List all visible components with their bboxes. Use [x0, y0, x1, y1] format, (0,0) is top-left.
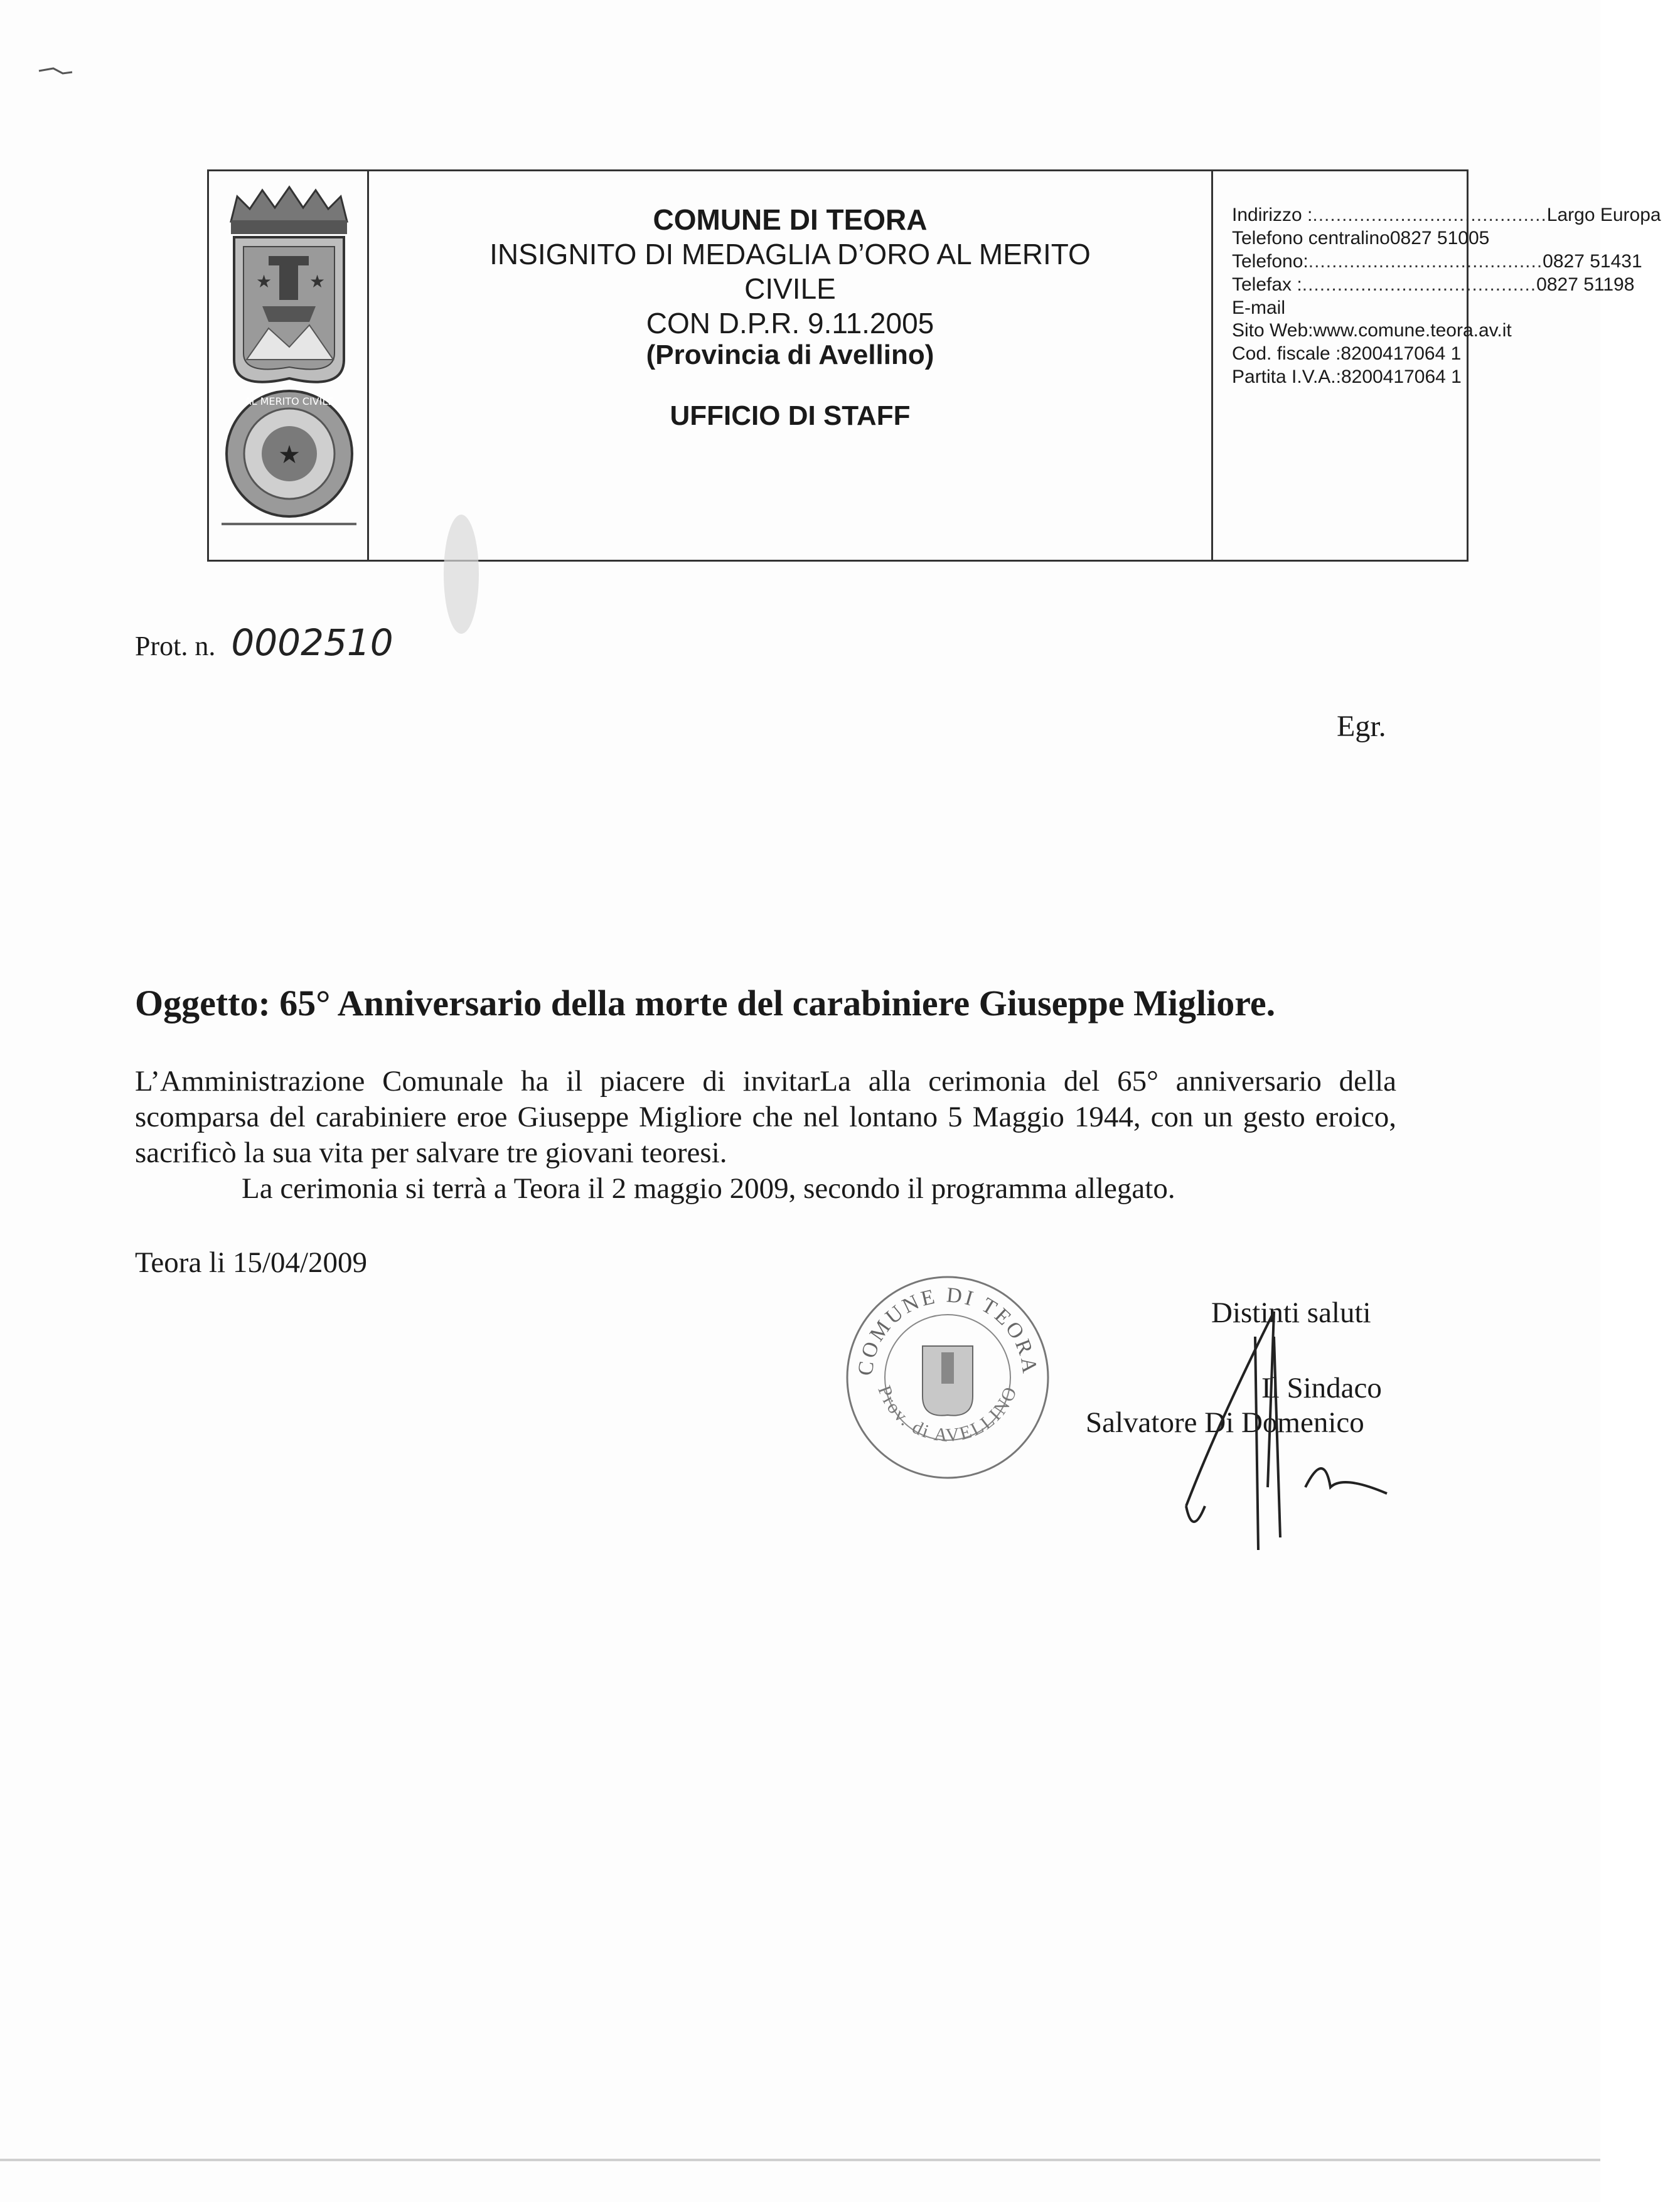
- contact-label: Telefono centralino: [1232, 227, 1390, 249]
- contact-label: Indirizzo :: [1232, 205, 1313, 225]
- contact-row: [1232, 319, 1512, 343]
- comune-teora-crest-icon: [209, 171, 369, 560]
- contact-row: [1232, 366, 1470, 389]
- subject-line: Oggetto: 65° Anniversario della morte del carabiniere Giuseppe Migliore.: [135, 983, 1276, 1024]
- contact-value: 8200417064 1: [1340, 366, 1462, 388]
- contact-value: 8200417064 1: [1340, 343, 1462, 365]
- protocol-handwritten-number: 0002510: [231, 621, 393, 664]
- contact-value: www.comune.teora.av.it: [1313, 320, 1512, 341]
- contact-row: [1232, 227, 1490, 250]
- signer-role: Il Sindaco: [1261, 1372, 1382, 1404]
- closing-greeting: Distinti saluti: [1211, 1296, 1371, 1329]
- scan-mark: [38, 60, 75, 78]
- svg-text:★: ★: [256, 271, 272, 292]
- office-name: UFFICIO DI STAFF: [670, 400, 911, 431]
- recipient-salutation: Egr.: [1337, 710, 1386, 743]
- contact-value: 0827 51005: [1389, 227, 1490, 249]
- contact-row: [1232, 250, 1642, 274]
- contact-value: Largo Europa: [1546, 205, 1661, 225]
- seal-text-top: COMUNE DI TEORA: [853, 1283, 1042, 1377]
- protocol-number: [135, 621, 393, 664]
- contact-label: Telefax :: [1232, 274, 1302, 295]
- body-paragraph: La cerimonia si terrà a Teora il 2 maggio 2009, secondo il programma allegato.: [242, 1172, 1175, 1205]
- scan-smudge: [433, 505, 490, 643]
- dot-leader: ........................................: [1308, 250, 1543, 272]
- contact-row: [1232, 297, 1470, 320]
- medal-line-1: INSIGNITO DI MEDAGLIA D’ORO AL MERITO: [490, 238, 1091, 270]
- protocol-label: Prot. n.: [135, 631, 216, 661]
- contact-info: [1213, 171, 1661, 560]
- contact-label: E-mail: [1232, 297, 1286, 318]
- contact-value: 0827 51198: [1536, 274, 1635, 295]
- contact-label: Sito Web:: [1232, 320, 1314, 341]
- municipality-title: COMUNE DI TEORA: [653, 203, 928, 236]
- letterhead-logo-column: [209, 171, 369, 560]
- province-line: (Provincia di Avellino): [646, 339, 934, 370]
- dot-leader: ........................................: [1302, 274, 1537, 295]
- letter-body: [135, 1064, 1396, 1207]
- contact-value: [1285, 297, 1304, 320]
- contact-row: [1232, 343, 1470, 366]
- body-paragraph: L’Amministrazione Comunale ha il piacere di invitarLa alla cerimonia del 65° anniversario della scomparsa del carabiniere eroe Giuseppe Migliore che nel lontano 5 Maggio 1944, con un gesto eroico, sacrificò la sua vita per salvare tre giovani teoresi.: [135, 1065, 1396, 1169]
- contact-label: Cod. fiscale :: [1232, 343, 1341, 365]
- handwritten-signature: [1180, 1299, 1399, 1563]
- contact-label: Telefono:: [1232, 250, 1308, 272]
- medal-line-2: CIVILE: [744, 272, 836, 305]
- contact-row: [1232, 204, 1661, 227]
- contact-row: [1232, 274, 1635, 297]
- contact-value: 0827 51431: [1543, 250, 1642, 272]
- letterhead: [207, 169, 1661, 562]
- medal-text: AL MERITO CIVILE: [244, 395, 334, 407]
- contact-label: Partita I.V.A.:: [1232, 366, 1341, 388]
- municipal-seal-stamp: [841, 1271, 1054, 1484]
- svg-text:★: ★: [278, 441, 301, 469]
- dot-leader: ........................................: [1312, 205, 1547, 225]
- place-date: Teora li 15/04/2009: [135, 1246, 368, 1279]
- svg-text:★: ★: [309, 271, 326, 292]
- scan-edge: [0, 2159, 1600, 2161]
- seal-text-bottom: Prov. di AVELLINO: [874, 1382, 1022, 1446]
- letterhead-header-text: [369, 171, 1213, 560]
- decree-line: CON D.P.R. 9.11.2005: [646, 307, 934, 339]
- signer-name: Salvatore Di Domenico: [1086, 1406, 1364, 1439]
